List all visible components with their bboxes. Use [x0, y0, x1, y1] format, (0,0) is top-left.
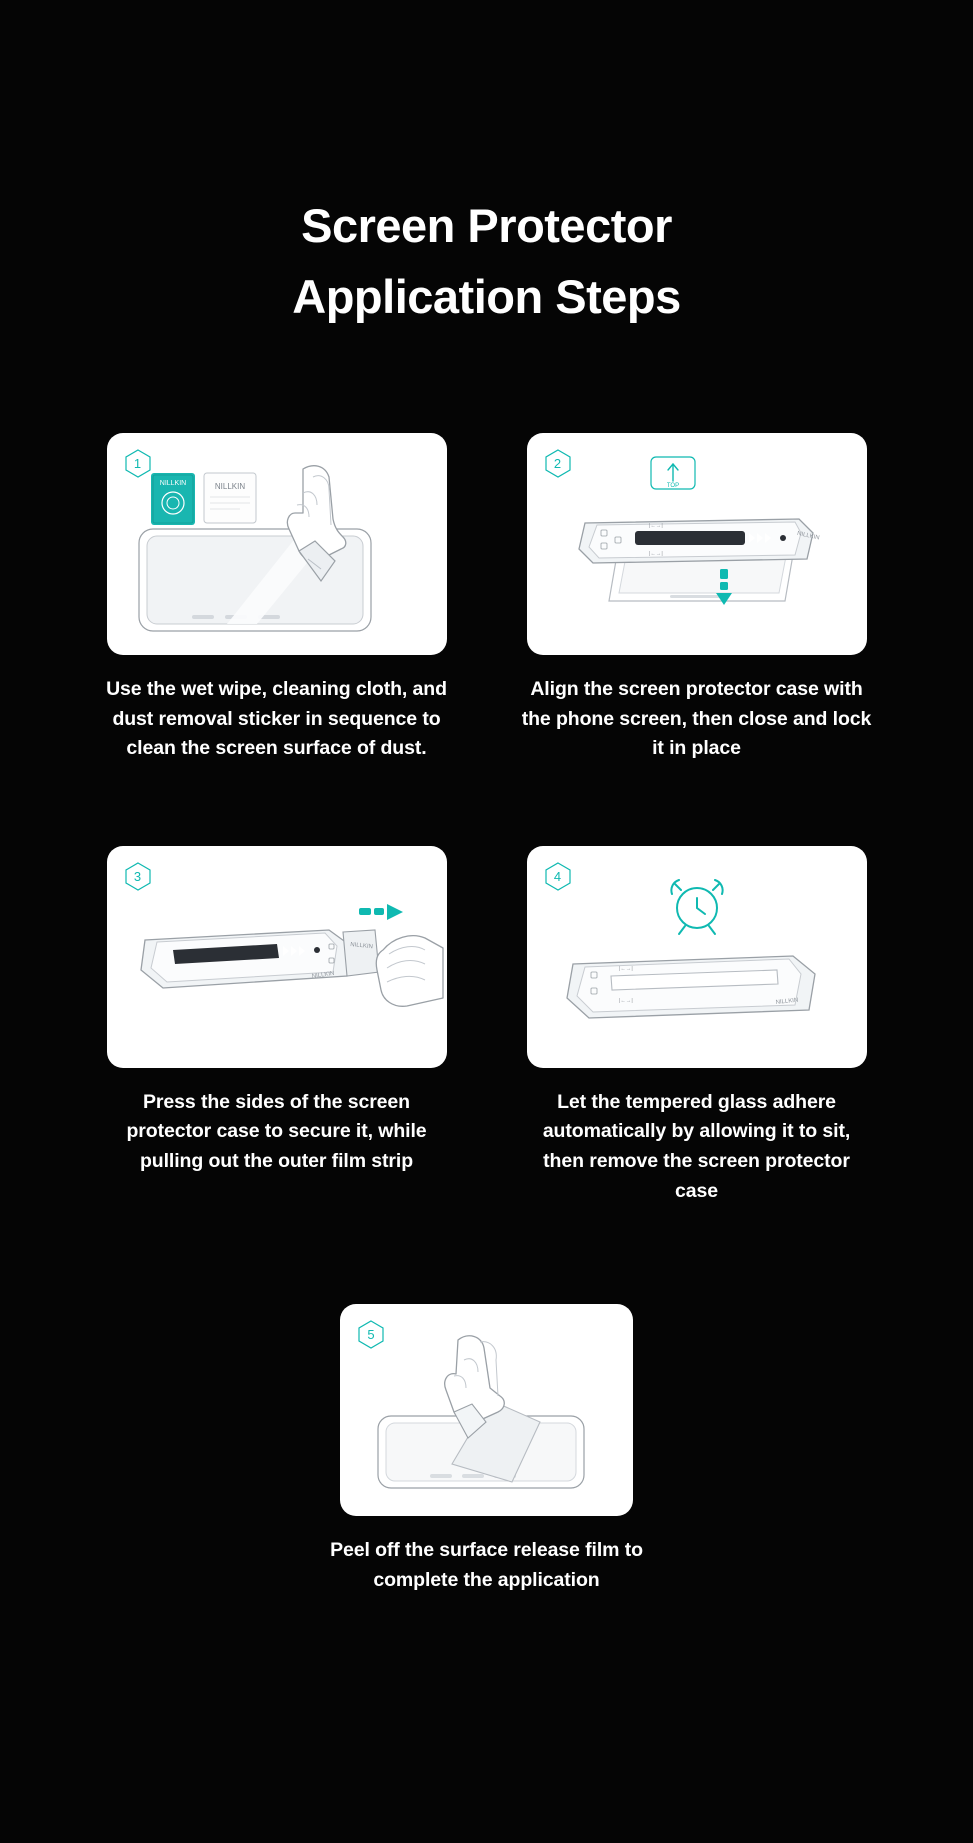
svg-text:|←→|: |←→| — [618, 965, 633, 972]
step-2 — [521, 433, 872, 764]
step-5-illustration-card — [340, 1304, 633, 1516]
step-5-caption: Peel off the surface release film to complete the application — [330, 1539, 643, 1591]
step-2-caption: Align the screen protector case with the phone screen, then close and lock it in place — [521, 677, 872, 760]
svg-text:NILLKIN: NILLKIN — [159, 479, 186, 487]
illustration-peel-film — [340, 1304, 633, 1516]
step-1-caption: Use the wet wipe, cleaning cloth, and dust removal sticker in sequence to clean the screen surface of dust. — [106, 677, 447, 760]
step-5 — [317, 1286, 657, 1595]
illustration-align-case — [527, 433, 867, 655]
svg-text:NILLKIN: NILLKIN — [311, 970, 335, 980]
svg-text:|←→|: |←→| — [648, 522, 663, 529]
svg-text:TOP: TOP — [666, 482, 679, 489]
step-3-number: 3 — [133, 868, 142, 884]
step-1-illustration-card — [107, 433, 447, 655]
step-3-illustration-card — [107, 846, 447, 1068]
title-line-1: Screen Protector — [301, 199, 672, 252]
svg-text:NILLKIN: NILLKIN — [796, 530, 820, 542]
steps-last-row — [0, 1286, 973, 1595]
svg-text:|←→|: |←→| — [618, 997, 633, 1004]
step-1 — [107, 433, 447, 764]
step-2-number: 2 — [553, 455, 562, 471]
illustration-wait-adhere — [527, 846, 867, 1068]
step-3-caption: Press the sides of the screen protector case to secure it, while pulling out the outer film strip — [126, 1090, 427, 1172]
svg-text:NILLKIN: NILLKIN — [349, 941, 373, 951]
step-4 — [527, 846, 867, 1207]
svg-text:|←→|: |←→| — [648, 550, 663, 557]
page-title — [0, 0, 973, 333]
illustration-wipe-phone — [107, 433, 447, 655]
svg-text:NILLKIN: NILLKIN — [214, 481, 245, 491]
step-3 — [107, 846, 447, 1207]
step-2-illustration-card — [527, 433, 867, 655]
step-4-number: 4 — [553, 868, 562, 884]
step-1-number: 1 — [133, 455, 142, 471]
svg-text:NILLKIN: NILLKIN — [774, 997, 799, 1006]
steps-grid — [0, 433, 973, 1266]
step-4-caption: Let the tempered glass adhere automatically by allowing it to sit, then remove the screen protector case — [542, 1090, 851, 1202]
illustration-pull-film — [107, 846, 447, 1068]
step-5-number: 5 — [367, 1327, 375, 1343]
step-4-illustration-card — [527, 846, 867, 1068]
title-line-2: Application Steps — [292, 270, 681, 324]
